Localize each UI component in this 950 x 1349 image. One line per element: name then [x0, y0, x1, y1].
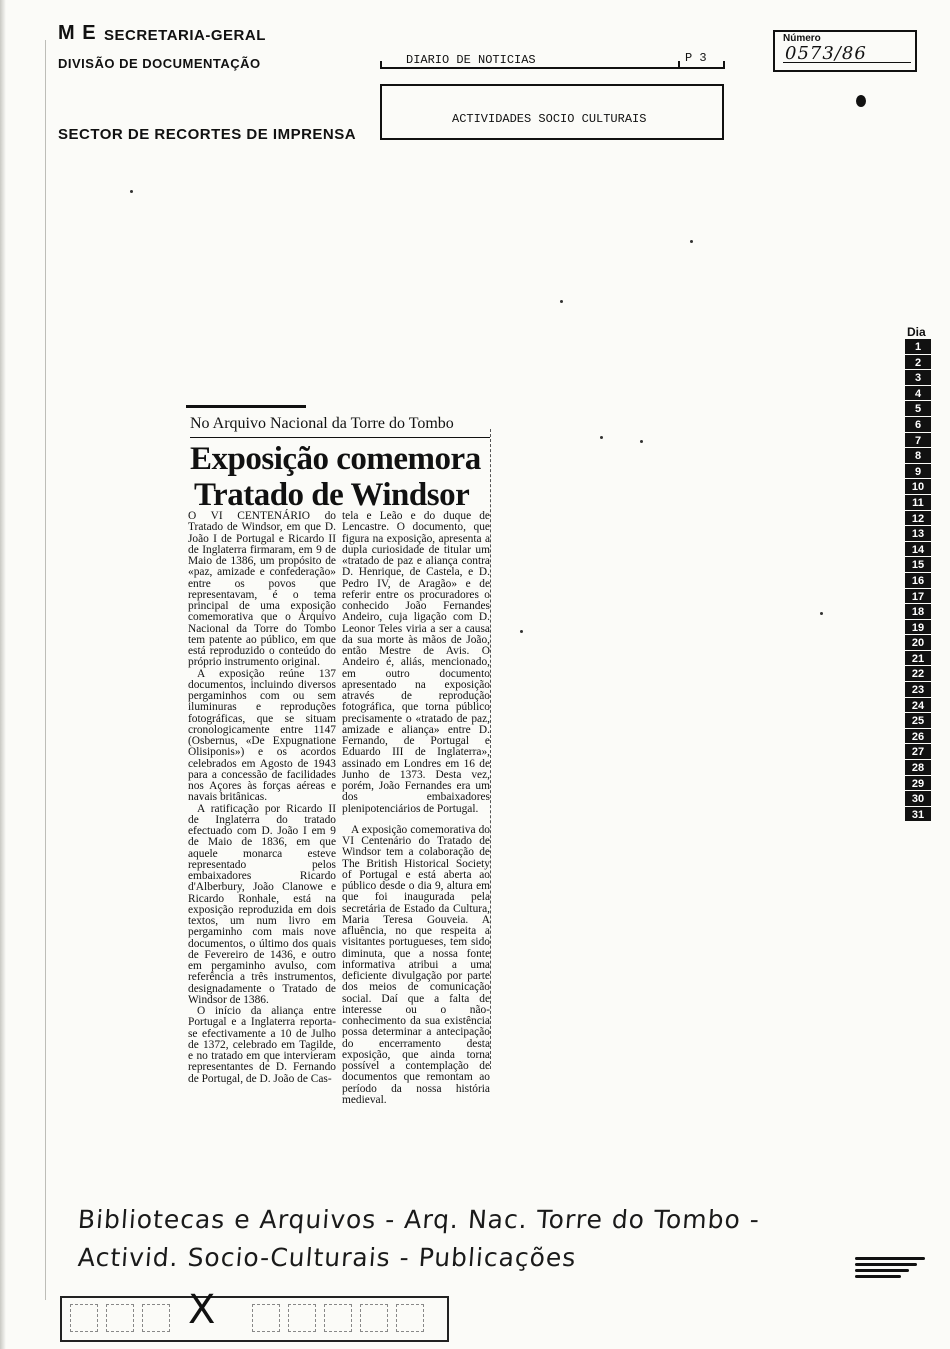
headline-line-2: Tratado de Windsor	[194, 477, 470, 513]
paragraph: A exposição comemorativa do VI Centenário do Tratado de Windsor tem a colaboração de The British Historical Society of Portugal e está aberta ao público desde o dia 9, altura em que foi inaugurada pela secretária de Estado da Cultura, Maria Teresa Gouveia. A afluência, no que respeita a visitantes portugueses, tem sido diminuta, que a nossa fonte informativa atribui a uma deficiente divulgação por parte dos meios de comunicação social. Daí que a falta de interesse ou o não-conhecimento da sua existência possa determinar a antecipação do encerramento desta exposição, que ainda torna possível a contemplação de documentos que remontam ao período da nossa história medieval.	[342, 823, 490, 1106]
day-cell: 26	[905, 729, 931, 744]
day-cell: 11	[905, 495, 931, 510]
article-kicker: No Arquivo Nacional da Torre do Tombo	[190, 415, 454, 432]
number-label: Número	[783, 33, 821, 44]
number-box	[773, 30, 917, 72]
paragraph: A exposição reúne 137 documentos, incluindo diversos pergaminhos com ou sem iluminuras e reproduções fotográficas, que se situam cronologicamente entre 1147 (Osbernus, «De Expugnatione Olisiponis») e os acordos celebrados em Agosto de 1943 para a concessão de facilidades nos Açores às forças aéreas e navais britânicas.	[188, 667, 336, 804]
day-cell: 29	[905, 776, 931, 791]
x-mark: X	[188, 1287, 216, 1333]
day-cell: 27	[905, 744, 931, 759]
clipping-rule	[186, 405, 306, 408]
paragraph: tela e Leão e do duque de Lencastre. O documento, que figura na exposição, apresenta a dupla curiosidade de titular um «tratado de paz e aliança contra D. Henrique, de Castela, e D. Pedro IV, de Aragão» e de referir entre os procuradores o conhecido João Fernandes Andeiro, cuja ligação com D. Leonor Teles viria a ser a causa da sua morte às mãos de João, então Mestre de Avis. O Andeiro é, aliás, mencionado, em outro documento apresentado na exposição através de reprodução fotográfica, que torna público precisamente o «tratado de paz, amizade e aliança» entre D. Fernando, de Portugal e Eduardo III de Inglaterra», assinado em Londres em 16 de Junho de 1373. Desta vez, porém, João Fernandes era um dos embaixadores plenipotenciários de Portugal.	[342, 510, 490, 815]
day-cell: 7	[905, 433, 931, 448]
publication-row	[380, 51, 725, 69]
publication-page: P 3	[685, 51, 707, 65]
day-cell: 6	[905, 417, 931, 432]
day-cell: 1	[905, 339, 931, 354]
classification-box	[60, 1296, 449, 1342]
day-cell: 8	[905, 448, 931, 463]
article-column-2	[342, 511, 490, 1106]
day-column-label: Dia	[907, 325, 926, 339]
day-cell: 20	[905, 635, 931, 650]
day-cell: 21	[905, 651, 931, 666]
day-cell: 5	[905, 401, 931, 416]
day-cell: 28	[905, 760, 931, 775]
section-box	[380, 84, 724, 140]
day-cell: 12	[905, 511, 931, 526]
day-cell: 18	[905, 604, 931, 619]
secretaria-label: SECRETARIA-GERAL	[104, 27, 266, 44]
divisao-label: DIVISÃO DE DOCUMENTAÇÃO	[58, 56, 261, 71]
publication-name: DIARIO DE NOTICIAS	[406, 53, 536, 67]
day-cell: 15	[905, 557, 931, 572]
article-column-1	[188, 511, 336, 1085]
archive-stamp-mark	[855, 1257, 935, 1297]
day-cell: 19	[905, 620, 931, 635]
fold-line	[45, 40, 46, 1300]
paragraph: O VI CENTENÁRIO do Tratado de Windsor, em que D. João I de Portugal e Ricardo II de Inglaterra firmaram, em 9 de Maio de 1386, um propósito de «paz, amizade e confederação» entre os povos que representavam, é o tema principal de uma exposição comemorativa que o Arquivo Nacional da Torre do Tombo tem patente ao público, em que está reproduzido o conteúdo do próprio instrumento original.	[188, 510, 336, 669]
day-cell: 9	[905, 464, 931, 479]
handwritten-keywords-line-1: Bibliotecas e Arquivos - Arq. Nac. Torre do Tombo -	[76, 1205, 761, 1234]
day-cell: 3	[905, 370, 931, 385]
scan-edge	[0, 0, 6, 1349]
handwritten-keywords-line-2: Activid. Socio-Culturais - Publicações	[76, 1243, 578, 1272]
ink-dot	[856, 95, 866, 107]
headline-line-1: Exposição comemora	[190, 441, 481, 477]
clipping-cut-edge	[490, 429, 491, 1069]
day-cell: 22	[905, 666, 931, 681]
ministry-initials: M E	[58, 22, 97, 44]
day-cell: 4	[905, 386, 931, 401]
number-value: 0573/86	[785, 43, 867, 64]
day-cell: 16	[905, 573, 931, 588]
day-cell: 25	[905, 713, 931, 728]
day-cell: 14	[905, 542, 931, 557]
day-cell: 17	[905, 589, 931, 604]
article-clipping	[186, 405, 494, 1106]
paragraph: O início da aliança entre Portugal e a Inglaterra reporta-se efectivamente a 10 de Julho de 1372, celebrado em Tagilde, e no tratado em que intervieram representantes de D. Fernando de Portugal, de D. João de Cas-	[188, 1005, 336, 1085]
day-cell: 2	[905, 355, 931, 370]
section-name: ACTIVIDADES SOCIO CULTURAIS	[452, 112, 647, 126]
day-cell: 30	[905, 791, 931, 806]
day-cell: 31	[905, 807, 931, 822]
day-cell: 10	[905, 479, 931, 494]
day-cell: 23	[905, 682, 931, 697]
paragraph: A ratificação por Ricardo II de Inglaterra do tratado efectuado com D. João I em 9 de Maio de 1836, em que aquele monarca esteve representado pelos embaixadores Ricardo d'Alberbury, João Clanowe e Ricardo Ronhale, está na exposição reproduzida em dois textos, um num livro em pergaminho com mais nove documentos, o último dos quais de Fevereiro de 1436, e outro em pergaminho avulso, com referência a três instrumentos, designadamente o Tratado de Windsor de 1386.	[188, 802, 336, 1006]
article-headline	[190, 441, 481, 513]
day-column	[905, 325, 931, 822]
day-cell: 24	[905, 698, 931, 713]
day-cell: 13	[905, 526, 931, 541]
sector-label: SECTOR DE RECORTES DE IMPRENSA	[58, 126, 357, 143]
